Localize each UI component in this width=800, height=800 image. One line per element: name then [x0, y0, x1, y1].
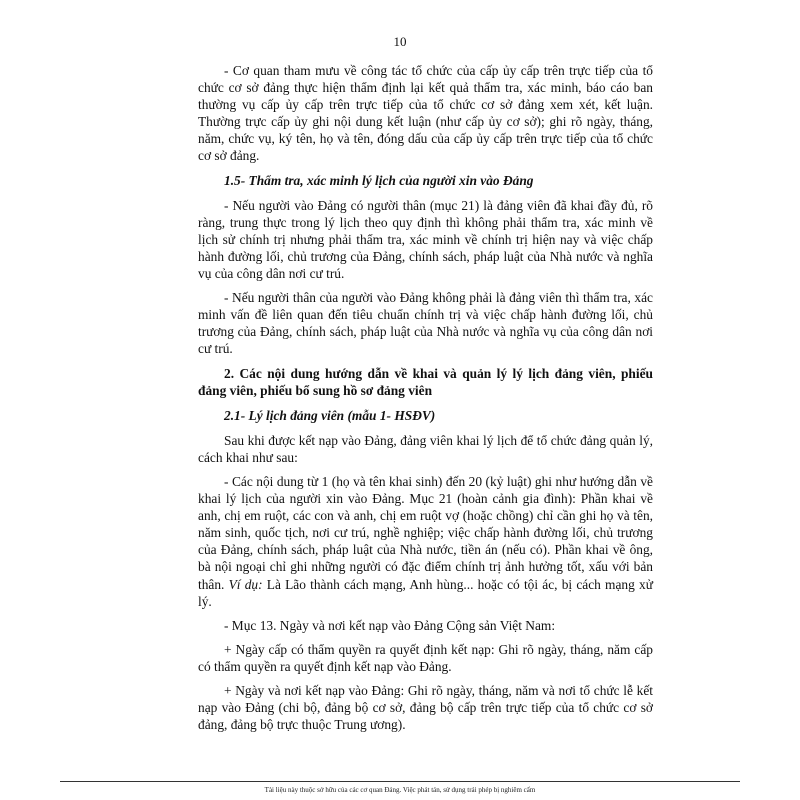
paragraph: Sau khi được kết nạp vào Đảng, đảng viên khai lý lịch để tổ chức đảng quản lý, cách khai như sau: — [198, 432, 653, 465]
footer-notice: Tài liệu này thuộc sở hữu của các cơ quan Đảng. Việc phát tán, sử dụng trái phép bị nghiêm cấm — [264, 786, 536, 794]
document-body — [198, 62, 653, 740]
example-text: Là Lão thành cách mạng, Anh hùng... hoặc có tội ác, bị cách mạng xử lý. — [198, 576, 653, 609]
paragraph: - Mục 13. Ngày và nơi kết nạp vào Đảng Cộng sản Việt Nam: — [224, 617, 556, 633]
paragraph — [198, 473, 653, 610]
paragraph: + Ngày và nơi kết nạp vào Đảng: Ghi rõ ngày, tháng, năm và nơi tổ chức lễ kết nạp vào Đảng (chi bộ, đảng bộ cơ sở, đảng bộ cấp trên trực tiếp của tổ chức cơ sở đảng, đảng bộ trực thuộc Trung ương). — [198, 683, 653, 733]
paragraph: - Cơ quan tham mưu về công tác tổ chức của cấp ủy cấp trên trực tiếp của tổ chức cơ sở đảng thực hiện thẩm định lại kết quả thẩm tra, xác minh, báo cáo ban thường vụ cấp ủy cấp trên trực tiếp của tổ chức cơ sở đảng xem xét, kết luận. Thường trực cấp ủy ghi nội dung kết luận (như cấp ủy cơ sở); ghi rõ ngày, tháng, năm, chức vụ, ký tên, họ và tên, đóng dấu của cấp ủy cấp trên trực tiếp của tổ chức cơ sở đảng. — [198, 63, 653, 164]
section-heading: 1.5- Thẩm tra, xác minh lý lịch của người xin vào Đảng — [224, 172, 534, 188]
page-number: 10 — [393, 34, 407, 49]
paragraph: + Ngày cấp có thẩm quyền ra quyết định kết nạp: Ghi rõ ngày, tháng, năm cấp có thẩm quyền ra quyết định kết nạp vào Đảng. — [198, 641, 653, 674]
main-heading: 2. Các nội dung hướng dẫn về khai và quản lý lý lịch đảng viên, phiếu đảng viên, phiếu bổ sung hồ sơ đảng viên — [198, 365, 653, 398]
example-label: Ví dụ: — [228, 576, 263, 592]
paragraph-text: - Các nội dung từ 1 (họ và tên khai sinh) đến 20 (kỷ luật) ghi như hướng dẫn về khai lý lịch của người xin vào Đảng. Mục 21 (hoàn cảnh gia đình): Phần khai về anh, chị em ruột, các con và anh, chị em ruột vợ (hoặc chồng) chỉ cần ghi họ và tên, năm sinh, quốc tịch, nơi cư trú, nghề nghiệp; việc chấp hành đường lối, chủ trương của Đảng, chính sách, pháp luật của Nhà nước, tiền án (nếu có). Phần khai về ông, bà nội ngoại chỉ ghi những người có đặc điểm chính trị ảnh hưởng tốt, xấu với bản thân. — [198, 473, 653, 592]
paragraph: - Nếu người thân của người vào Đảng không phải là đảng viên thì thẩm tra, xác minh vấn đề liên quan đến tiêu chuẩn chính trị và việc chấp hành đường lối, chủ trương của Đảng, chính sách, pháp luật của Nhà nước và nghĩa vụ của công dân nơi cư trú. — [198, 290, 653, 357]
paragraph: - Nếu người vào Đảng có người thân (mục 21) là đảng viên đã khai đầy đủ, rõ ràng, trung thực trong lý lịch theo quy định thì không phải thẩm tra, xác minh về lịch sử chính trị nhưng phải thẩm tra, xác minh về chính trị hiện nay và việc chấp hành đường lối, chủ trương của Đảng, chính sách, pháp luật của Nhà nước và nghĩa vụ của công dân nơi cư trú. — [198, 197, 653, 282]
section-heading: 2.1- Lý lịch đảng viên (mẫu 1- HSĐV) — [224, 407, 436, 423]
footer-divider — [60, 781, 740, 782]
